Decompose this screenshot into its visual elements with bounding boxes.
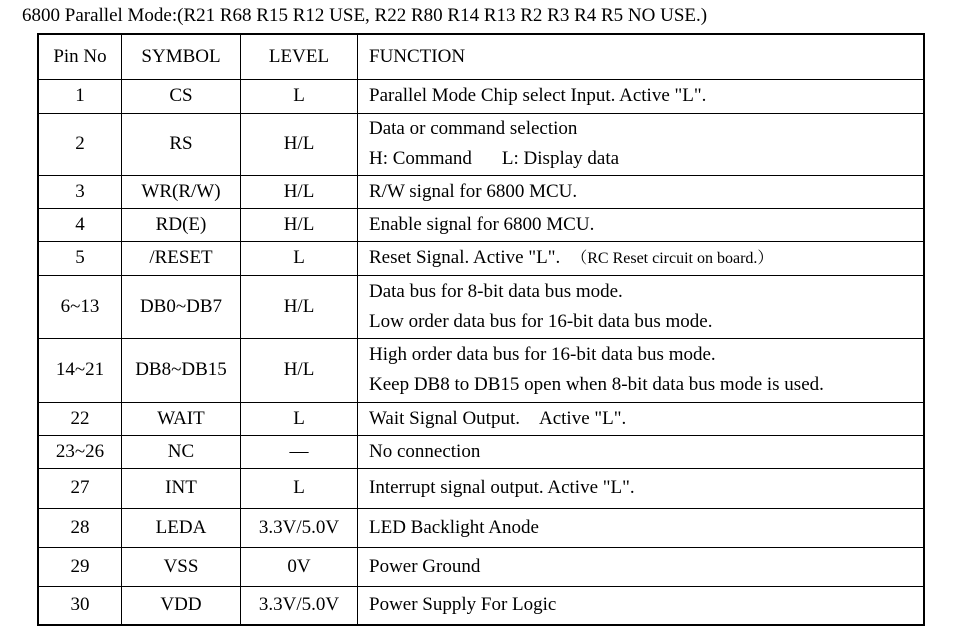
cell-symbol: CS [122, 79, 241, 113]
cell-pin: 2 [38, 113, 122, 175]
function-line: Low order data bus for 16-bit data bus mode. [369, 310, 713, 332]
table-row [38, 338, 924, 402]
function-line: Wait Signal Output. Active "L". [369, 407, 627, 429]
header-pin-no: Pin No [38, 34, 122, 79]
function-note: （RC Reset circuit on board.） [579, 249, 774, 267]
function-line: High order data bus for 16-bit data bus mode. [369, 344, 716, 365]
function-line: R/W signal for 6800 MCU. [369, 180, 578, 202]
cell-pin: 27 [38, 468, 122, 508]
table-row [38, 468, 924, 508]
function-line: No connection [369, 440, 481, 462]
cell-function [358, 113, 925, 175]
function-line: Interrupt signal output. Active "L". [369, 477, 635, 498]
cell-pin: 22 [38, 402, 122, 435]
cell-pin: 1 [38, 79, 122, 113]
cell-symbol: VDD [122, 586, 241, 625]
cell-pin: 29 [38, 547, 122, 586]
cell-symbol: INT [122, 468, 241, 508]
table-row [38, 586, 924, 625]
cell-level: L [241, 79, 358, 113]
table-row [38, 79, 924, 113]
function-line: Enable signal for 6800 MCU. [369, 213, 595, 235]
function-sub-command: H: Command [369, 148, 472, 169]
cell-pin: 5 [38, 241, 122, 275]
cell-symbol: DB0~DB7 [122, 275, 241, 338]
table-row [38, 402, 924, 435]
function-line: LED Backlight Anode [369, 516, 539, 538]
cell-level: 3.3V/5.0V [241, 508, 358, 547]
table-row [38, 113, 924, 175]
cell-function [358, 275, 925, 338]
table-row [38, 175, 924, 208]
table-header-row [38, 34, 924, 79]
header-level: LEVEL [241, 34, 358, 79]
cell-function [358, 208, 925, 241]
cell-function [358, 547, 925, 586]
cell-function [358, 402, 925, 435]
cell-function [358, 79, 925, 113]
cell-function [358, 435, 925, 468]
cell-level: 0V [241, 547, 358, 586]
table-row [38, 435, 924, 468]
table-caption: 6800 Parallel Mode:(R21 R68 R15 R12 USE, R22 R80 R14 R13 R2 R3 R4 R5 NO USE.) [22, 5, 708, 26]
table-row [38, 208, 924, 241]
cell-function [358, 175, 925, 208]
cell-symbol: WAIT [122, 402, 241, 435]
cell-symbol: VSS [122, 547, 241, 586]
function-line: Parallel Mode Chip select Input. Active "L". [369, 85, 707, 106]
cell-function [358, 508, 925, 547]
cell-function [358, 468, 925, 508]
cell-pin: 30 [38, 586, 122, 625]
cell-symbol: LEDA [122, 508, 241, 547]
cell-symbol: NC [122, 435, 241, 468]
header-function: FUNCTION [358, 34, 925, 79]
cell-pin: 23~26 [38, 435, 122, 468]
cell-level: L [241, 241, 358, 275]
cell-level: 3.3V/5.0V [241, 586, 358, 625]
pin-definition-table [37, 33, 925, 626]
function-line: Power Ground [369, 555, 481, 577]
cell-function [358, 586, 925, 625]
cell-pin: 14~21 [38, 338, 122, 402]
cell-level: L [241, 468, 358, 508]
function-line: Keep DB8 to DB15 open when 8-bit data bus mode is used. [369, 374, 824, 395]
cell-function [358, 338, 925, 402]
cell-pin: 3 [38, 175, 122, 208]
cell-level: H/L [241, 113, 358, 175]
function-line: Data or command selection [369, 118, 578, 139]
cell-level: H/L [241, 208, 358, 241]
table-row [38, 275, 924, 338]
table-row [38, 241, 924, 275]
cell-pin: 28 [38, 508, 122, 547]
cell-function [358, 241, 925, 275]
function-main-text: Reset Signal. Active "L". [369, 246, 580, 268]
function-line: Data bus for 8-bit data bus mode. [369, 280, 623, 302]
function-line: Power Supply For Logic [369, 594, 557, 616]
header-symbol: SYMBOL [122, 34, 241, 79]
cell-level: H/L [241, 338, 358, 402]
function-line [369, 243, 923, 274]
cell-symbol: /RESET [122, 241, 241, 275]
table-row [38, 508, 924, 547]
cell-pin: 6~13 [38, 275, 122, 338]
cell-symbol: RS [122, 113, 241, 175]
cell-level: H/L [241, 275, 358, 338]
table-row [38, 547, 924, 586]
function-line [369, 144, 923, 174]
cell-level: L [241, 402, 358, 435]
cell-level: — [241, 435, 358, 468]
cell-symbol: DB8~DB15 [122, 338, 241, 402]
cell-pin: 4 [38, 208, 122, 241]
function-sub-display: L: Display data [501, 148, 620, 169]
cell-symbol: WR(R/W) [122, 175, 241, 208]
cell-level: H/L [241, 175, 358, 208]
cell-symbol: RD(E) [122, 208, 241, 241]
